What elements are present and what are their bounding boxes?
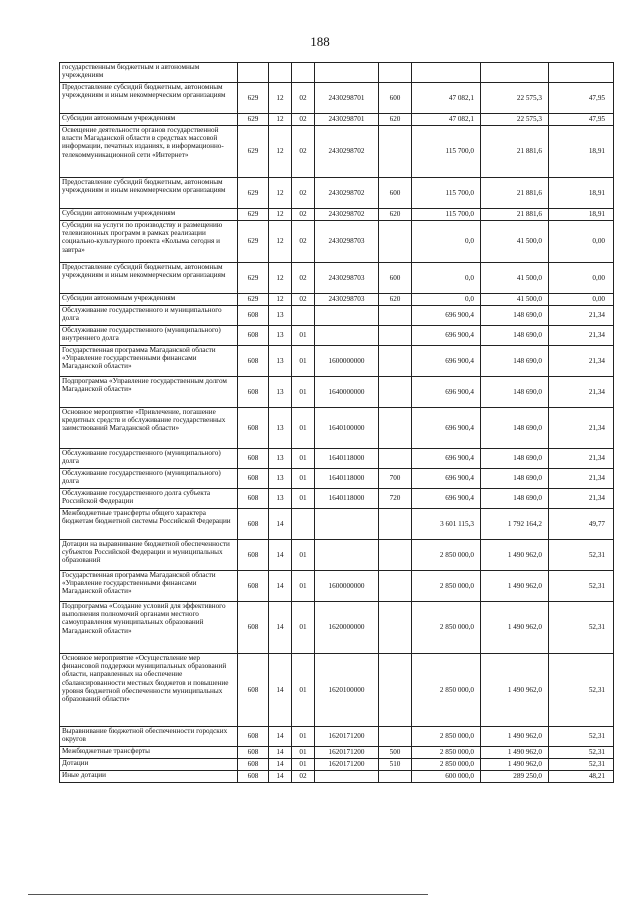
row-subsection-code: 01: [292, 727, 315, 747]
row-subsection-code: 02: [292, 294, 315, 306]
row-section-code: 12: [269, 178, 292, 209]
row-actual-amount: 21 881,6: [481, 126, 549, 178]
row-target-article-code: [315, 509, 379, 540]
row-actual-amount: 1 490 962,0: [481, 654, 549, 727]
table-row: [60, 771, 614, 783]
table-row: [60, 221, 614, 263]
row-planned-amount: 2 850 000,0: [412, 747, 481, 759]
row-section-code: 14: [269, 759, 292, 771]
table-row: [60, 540, 614, 571]
row-expense-type-code: [379, 509, 412, 540]
row-expense-type-code: [379, 306, 412, 326]
row-ved-code: 629: [238, 221, 269, 263]
row-planned-amount: 3 601 115,3: [412, 509, 481, 540]
row-subsection-code: 01: [292, 449, 315, 469]
row-expense-type-code: 620: [379, 294, 412, 306]
row-execution-percent: 21,34: [549, 326, 614, 346]
row-expense-type-code: [379, 571, 412, 602]
row-ved-code: 608: [238, 571, 269, 602]
table-row: [60, 727, 614, 747]
row-target-article-code: 1640000000: [315, 377, 379, 408]
row-expense-type-code: 620: [379, 114, 412, 126]
row-planned-amount: 696 900,4: [412, 469, 481, 489]
row-name: Освещение деятельности органов государственной власти Магаданской области в средствах массовой информации, печатных изданиях, в информационно-телекоммуникационной сети «Интернет»: [60, 126, 238, 178]
row-execution-percent: 52,31: [549, 540, 614, 571]
row-expense-type-code: 620: [379, 209, 412, 221]
row-target-article-code: 2430298703: [315, 263, 379, 294]
row-ved-code: 608: [238, 489, 269, 509]
row-name: государственным бюджетным и автономным учреждениям: [60, 63, 238, 83]
row-expense-type-code: [379, 602, 412, 654]
row-section-code: 12: [269, 263, 292, 294]
row-planned-amount: 115 700,0: [412, 209, 481, 221]
row-expense-type-code: [379, 221, 412, 263]
row-subsection-code: 02: [292, 178, 315, 209]
row-name: Предоставление субсидий бюджетным, автономным учреждениям и иным некоммерческим организациям: [60, 178, 238, 209]
row-ved-code: 608: [238, 449, 269, 469]
row-ved-code: 608: [238, 727, 269, 747]
row-section-code: 12: [269, 83, 292, 114]
row-section-code: 13: [269, 326, 292, 346]
bottom-rule: [28, 894, 428, 895]
row-section-code: 14: [269, 747, 292, 759]
row-expense-type-code: [379, 771, 412, 783]
row-section-code: 14: [269, 509, 292, 540]
row-expense-type-code: [379, 449, 412, 469]
row-target-article-code: [315, 306, 379, 326]
row-subsection-code: 02: [292, 114, 315, 126]
row-actual-amount: [481, 63, 549, 83]
row-expense-type-code: [379, 346, 412, 377]
row-expense-type-code: [379, 408, 412, 449]
row-section-code: 14: [269, 602, 292, 654]
row-subsection-code: [292, 509, 315, 540]
row-subsection-code: 02: [292, 83, 315, 114]
row-target-article-code: 2430298703: [315, 294, 379, 306]
row-target-article-code: 1640100000: [315, 408, 379, 449]
row-actual-amount: 148 690,0: [481, 306, 549, 326]
row-section-code: 13: [269, 346, 292, 377]
row-execution-percent: 21,34: [549, 449, 614, 469]
row-target-article-code: [315, 771, 379, 783]
row-section-code: 14: [269, 727, 292, 747]
row-execution-percent: 18,91: [549, 126, 614, 178]
row-subsection-code: 01: [292, 571, 315, 602]
row-name: Дотации на выравнивание бюджетной обеспеченности субъектов Российской Федерации и муниципальных образований: [60, 540, 238, 571]
row-ved-code: 608: [238, 747, 269, 759]
row-expense-type-code: 720: [379, 489, 412, 509]
table-row: [60, 63, 614, 83]
row-ved-code: 608: [238, 306, 269, 326]
row-name: Обслуживание государственного и муниципального долга: [60, 306, 238, 326]
row-target-article-code: 1620000000: [315, 602, 379, 654]
row-execution-percent: 21,34: [549, 377, 614, 408]
row-execution-percent: 47,95: [549, 83, 614, 114]
table-row: [60, 178, 614, 209]
table-row: [60, 126, 614, 178]
row-section-code: 14: [269, 771, 292, 783]
row-target-article-code: 1620171200: [315, 759, 379, 771]
row-subsection-code: [292, 63, 315, 83]
row-expense-type-code: 510: [379, 759, 412, 771]
row-actual-amount: 1 490 962,0: [481, 747, 549, 759]
row-execution-percent: 21,34: [549, 346, 614, 377]
row-planned-amount: 0,0: [412, 294, 481, 306]
row-name: Дотации: [60, 759, 238, 771]
row-execution-percent: 48,21: [549, 771, 614, 783]
row-section-code: 13: [269, 377, 292, 408]
row-planned-amount: 696 900,4: [412, 408, 481, 449]
row-ved-code: 629: [238, 126, 269, 178]
row-target-article-code: 1620171200: [315, 747, 379, 759]
row-execution-percent: 52,31: [549, 747, 614, 759]
row-ved-code: 608: [238, 326, 269, 346]
row-actual-amount: 148 690,0: [481, 326, 549, 346]
row-actual-amount: 148 690,0: [481, 346, 549, 377]
row-actual-amount: 22 575,3: [481, 83, 549, 114]
row-execution-percent: 21,34: [549, 469, 614, 489]
row-section-code: 12: [269, 209, 292, 221]
row-section-code: 14: [269, 654, 292, 727]
row-planned-amount: 696 900,4: [412, 326, 481, 346]
row-ved-code: 629: [238, 294, 269, 306]
row-execution-percent: 21,34: [549, 408, 614, 449]
row-subsection-code: 01: [292, 759, 315, 771]
table-body: [60, 63, 614, 783]
row-expense-type-code: 600: [379, 263, 412, 294]
row-name: Субсидии на услуги по производству и размещению телевизионных программ в рамках реализации социально-культурного проекта «Колыма сегодня и завтра»: [60, 221, 238, 263]
row-execution-percent: 21,34: [549, 489, 614, 509]
row-expense-type-code: [379, 727, 412, 747]
row-actual-amount: 148 690,0: [481, 489, 549, 509]
row-name: Субсидии автономным учреждениям: [60, 114, 238, 126]
table-row: [60, 489, 614, 509]
row-actual-amount: 289 250,0: [481, 771, 549, 783]
row-planned-amount: 115 700,0: [412, 126, 481, 178]
row-expense-type-code: [379, 326, 412, 346]
row-planned-amount: 47 082,1: [412, 114, 481, 126]
row-name: Субсидии автономным учреждениям: [60, 209, 238, 221]
row-planned-amount: 2 850 000,0: [412, 654, 481, 727]
row-planned-amount: 115 700,0: [412, 178, 481, 209]
table-row: [60, 747, 614, 759]
budget-table: [59, 62, 614, 783]
row-execution-percent: 52,31: [549, 759, 614, 771]
row-target-article-code: 1620171200: [315, 727, 379, 747]
row-ved-code: 629: [238, 209, 269, 221]
row-name: Иные дотации: [60, 771, 238, 783]
row-ved-code: 608: [238, 346, 269, 377]
row-execution-percent: 0,00: [549, 221, 614, 263]
table-row: [60, 571, 614, 602]
row-planned-amount: 696 900,4: [412, 377, 481, 408]
row-actual-amount: 1 490 962,0: [481, 759, 549, 771]
row-target-article-code: 2430298701: [315, 114, 379, 126]
row-section-code: 12: [269, 126, 292, 178]
row-target-article-code: 2430298702: [315, 209, 379, 221]
row-execution-percent: 21,34: [549, 306, 614, 326]
row-section-code: [269, 63, 292, 83]
row-execution-percent: 52,31: [549, 654, 614, 727]
table-row: [60, 509, 614, 540]
row-actual-amount: 1 490 962,0: [481, 571, 549, 602]
row-section-code: 13: [269, 449, 292, 469]
row-target-article-code: [315, 326, 379, 346]
row-target-article-code: [315, 63, 379, 83]
row-ved-code: 608: [238, 759, 269, 771]
row-target-article-code: 2430298703: [315, 221, 379, 263]
row-section-code: 13: [269, 306, 292, 326]
row-ved-code: 629: [238, 263, 269, 294]
table-row: [60, 469, 614, 489]
row-name: Предоставление субсидий бюджетным, автономным учреждениям и иным некоммерческим организациям: [60, 83, 238, 114]
row-name: Обслуживание государственного (муниципального) долга: [60, 449, 238, 469]
row-expense-type-code: 700: [379, 469, 412, 489]
row-section-code: 12: [269, 221, 292, 263]
row-name: Обслуживание государственного (муниципального) внутреннего долга: [60, 326, 238, 346]
row-name: Обслуживание государственного долга субъекта Российской Федерации: [60, 489, 238, 509]
row-actual-amount: 148 690,0: [481, 449, 549, 469]
row-execution-percent: 18,91: [549, 178, 614, 209]
table-row: [60, 326, 614, 346]
row-actual-amount: 1 490 962,0: [481, 540, 549, 571]
row-actual-amount: 148 690,0: [481, 408, 549, 449]
row-expense-type-code: [379, 377, 412, 408]
row-ved-code: 608: [238, 377, 269, 408]
table-row: [60, 654, 614, 727]
table-row: [60, 83, 614, 114]
row-name: Межбюджетные трансферты общего характера бюджетам бюджетной системы Российской Федерации: [60, 509, 238, 540]
row-subsection-code: 01: [292, 377, 315, 408]
row-subsection-code: 01: [292, 540, 315, 571]
row-actual-amount: 21 881,6: [481, 209, 549, 221]
row-name: Основное мероприятие «Привлечение, погашение кредитных средств и обслуживание государственных заимствований Магаданской области»: [60, 408, 238, 449]
row-ved-code: 608: [238, 771, 269, 783]
row-subsection-code: 01: [292, 469, 315, 489]
row-name: Предоставление субсидий бюджетным, автономным учреждениям и иным некоммерческим организациям: [60, 263, 238, 294]
row-subsection-code: 01: [292, 326, 315, 346]
row-ved-code: 608: [238, 509, 269, 540]
row-execution-percent: 52,31: [549, 727, 614, 747]
row-expense-type-code: 600: [379, 83, 412, 114]
row-expense-type-code: [379, 126, 412, 178]
row-actual-amount: 1 490 962,0: [481, 727, 549, 747]
row-planned-amount: 2 850 000,0: [412, 759, 481, 771]
row-name: Подпрограмма «Создание условий для эффективного выполнения полномочий органами местного самоуправления муниципальных образований Магаданской области»: [60, 602, 238, 654]
row-ved-code: 629: [238, 83, 269, 114]
row-actual-amount: 41 500,0: [481, 221, 549, 263]
row-planned-amount: 2 850 000,0: [412, 602, 481, 654]
row-name: Межбюджетные трансферты: [60, 747, 238, 759]
row-section-code: 13: [269, 469, 292, 489]
row-subsection-code: 01: [292, 346, 315, 377]
row-target-article-code: 1640118000: [315, 469, 379, 489]
row-expense-type-code: 500: [379, 747, 412, 759]
row-subsection-code: 01: [292, 408, 315, 449]
row-execution-percent: 47,95: [549, 114, 614, 126]
row-ved-code: 608: [238, 540, 269, 571]
table-row: [60, 759, 614, 771]
row-subsection-code: 01: [292, 747, 315, 759]
row-target-article-code: 2430298702: [315, 126, 379, 178]
row-section-code: 12: [269, 114, 292, 126]
row-section-code: 12: [269, 294, 292, 306]
row-subsection-code: 02: [292, 771, 315, 783]
row-subsection-code: 01: [292, 602, 315, 654]
row-subsection-code: 02: [292, 126, 315, 178]
table-row: [60, 346, 614, 377]
row-ved-code: 608: [238, 408, 269, 449]
row-subsection-code: 02: [292, 209, 315, 221]
row-subsection-code: 01: [292, 654, 315, 727]
row-expense-type-code: [379, 540, 412, 571]
row-ved-code: [238, 63, 269, 83]
row-ved-code: 608: [238, 654, 269, 727]
row-expense-type-code: 600: [379, 178, 412, 209]
row-planned-amount: 2 850 000,0: [412, 727, 481, 747]
row-section-code: 13: [269, 408, 292, 449]
table-row: [60, 377, 614, 408]
row-execution-percent: [549, 63, 614, 83]
table-row: [60, 408, 614, 449]
row-planned-amount: 0,0: [412, 221, 481, 263]
page-number: 188: [310, 34, 330, 49]
table-row: [60, 114, 614, 126]
row-ved-code: 608: [238, 602, 269, 654]
row-execution-percent: 0,00: [549, 263, 614, 294]
table-row: [60, 263, 614, 294]
table-row: [60, 306, 614, 326]
row-name: Выравнивание бюджетной обеспеченности городских округов: [60, 727, 238, 747]
table-row: [60, 294, 614, 306]
row-subsection-code: 02: [292, 263, 315, 294]
row-planned-amount: [412, 63, 481, 83]
row-actual-amount: 148 690,0: [481, 377, 549, 408]
row-actual-amount: 1 792 164,2: [481, 509, 549, 540]
row-name: Обслуживание государственного (муниципального) долга: [60, 469, 238, 489]
row-planned-amount: 0,0: [412, 263, 481, 294]
table-row: [60, 602, 614, 654]
row-ved-code: 629: [238, 178, 269, 209]
row-section-code: 14: [269, 540, 292, 571]
row-planned-amount: 696 900,4: [412, 489, 481, 509]
row-planned-amount: 2 850 000,0: [412, 540, 481, 571]
row-actual-amount: 41 500,0: [481, 294, 549, 306]
row-execution-percent: 49,77: [549, 509, 614, 540]
row-target-article-code: 1640118000: [315, 489, 379, 509]
row-target-article-code: 2430298702: [315, 178, 379, 209]
row-name: Подпрограмма «Управление государственным долгом Магаданской области»: [60, 377, 238, 408]
row-name: Государственная программа Магаданской области «Управление государственными финансами Магаданской области»: [60, 346, 238, 377]
row-planned-amount: 47 082,1: [412, 83, 481, 114]
row-name: Основное мероприятие «Осуществление мер финансовой поддержки муниципальных образований области, направленных на обеспечение сбалансированности местных бюджетов и повышение уровня бюджетной обеспеченности муниципальных образований области»: [60, 654, 238, 727]
row-actual-amount: 148 690,0: [481, 469, 549, 489]
row-execution-percent: 52,31: [549, 602, 614, 654]
row-subsection-code: [292, 306, 315, 326]
row-target-article-code: 1640118000: [315, 449, 379, 469]
row-name: Государственная программа Магаданской области «Управление государственными финансами Магаданской области»: [60, 571, 238, 602]
row-actual-amount: 22 575,3: [481, 114, 549, 126]
row-expense-type-code: [379, 654, 412, 727]
row-planned-amount: 696 900,4: [412, 306, 481, 326]
row-section-code: 14: [269, 571, 292, 602]
row-execution-percent: 0,00: [549, 294, 614, 306]
row-target-article-code: 1600000000: [315, 346, 379, 377]
row-planned-amount: 696 900,4: [412, 346, 481, 377]
row-expense-type-code: [379, 63, 412, 83]
row-actual-amount: 1 490 962,0: [481, 602, 549, 654]
row-section-code: 13: [269, 489, 292, 509]
table-row: [60, 209, 614, 221]
table-row: [60, 449, 614, 469]
row-planned-amount: 696 900,4: [412, 449, 481, 469]
row-name: Субсидии автономным учреждениям: [60, 294, 238, 306]
row-planned-amount: 2 850 000,0: [412, 571, 481, 602]
row-target-article-code: 1620100000: [315, 654, 379, 727]
row-planned-amount: 600 000,0: [412, 771, 481, 783]
row-target-article-code: 1600000000: [315, 571, 379, 602]
row-ved-code: 608: [238, 469, 269, 489]
row-ved-code: 629: [238, 114, 269, 126]
row-target-article-code: [315, 540, 379, 571]
row-subsection-code: 01: [292, 489, 315, 509]
row-actual-amount: 21 881,6: [481, 178, 549, 209]
row-execution-percent: 18,91: [549, 209, 614, 221]
row-actual-amount: 41 500,0: [481, 263, 549, 294]
row-execution-percent: 52,31: [549, 571, 614, 602]
row-subsection-code: 02: [292, 221, 315, 263]
row-target-article-code: 2430298701: [315, 83, 379, 114]
